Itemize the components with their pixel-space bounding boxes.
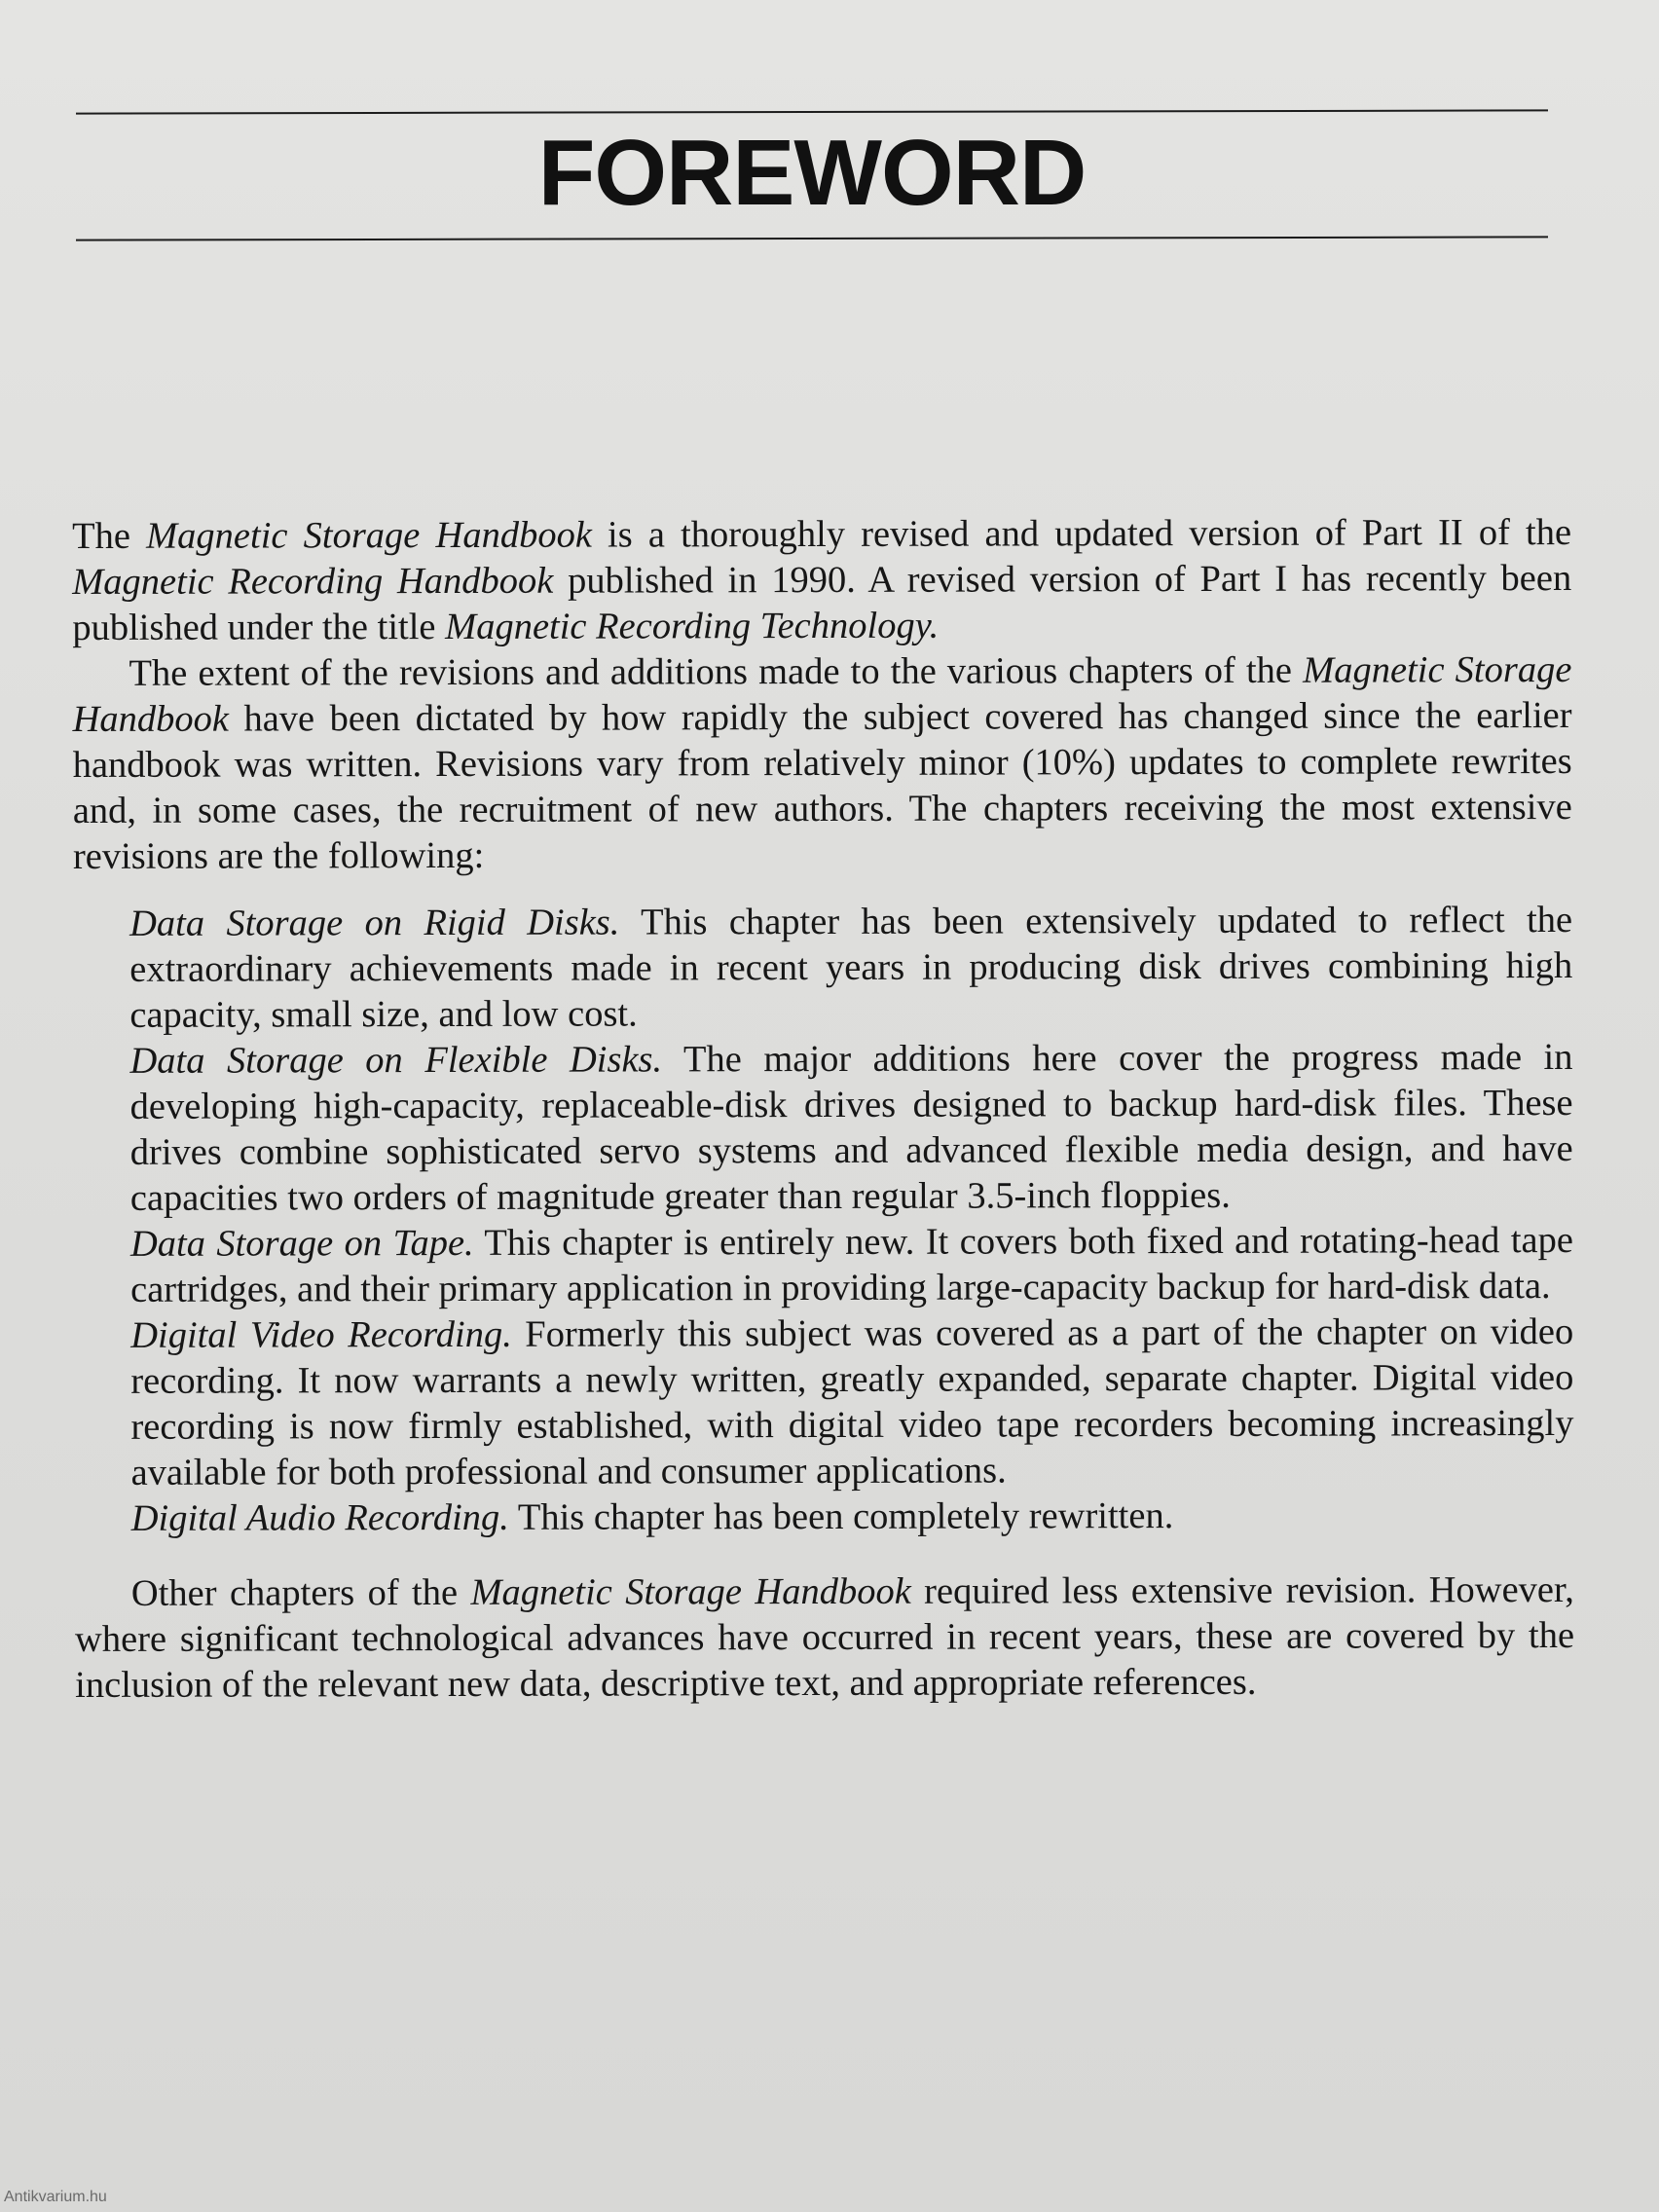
book-title-italic: Magnetic Storage Handbook	[470, 1570, 911, 1613]
chapter-title: Digital Video Recording.	[130, 1313, 512, 1356]
book-title-italic: Magnetic Storage Handbook	[146, 514, 592, 557]
text-run: have been dictated by how rapidly the subject covered has changed since the earlier handbook was written. Revisions vary from relatively minor (10%) updates to complete rewrites and, in some cases, the recruitment of new authors. The chapters receiving the most extensive revisions are the following:	[72, 694, 1572, 877]
book-title-italic: Magnetic Storage Handbook	[72, 648, 1572, 740]
chapter-entry	[129, 1035, 1572, 1222]
chapter-description: This chapter has been extensively updated to reflect the extraordinary achievements made in recent years in producing disk drives combining high capacity, small size, and low cost.	[129, 899, 1573, 1036]
chapter-title: Data Storage on Flexible Disks.	[129, 1039, 663, 1082]
text-run: is a thoroughly revised and updated version of Part II of the	[591, 511, 1572, 556]
chapter-entry	[130, 1309, 1573, 1496]
text-run: required less extensive revision. However, where significant technological advances have occurred in recent years, these are covered by the inclusion of the relevant new data, descriptive text, and appropriate references.	[74, 1568, 1575, 1706]
chapter-title: Data Storage on Rigid Disks.	[129, 902, 620, 944]
chapter-entry	[130, 1218, 1573, 1313]
foreword-body	[72, 510, 1574, 1709]
text-run: Other chapters of the	[130, 1571, 471, 1614]
heading-rule-top	[76, 109, 1548, 114]
text-run: The extent of the revisions and additions made to the various chapters of the	[129, 649, 1304, 694]
paragraph-intro	[72, 510, 1571, 651]
chapter-description: This chapter is entirely new. It covers both fixed and rotating-head tape cartridges, and their primary application in providing large-capacity backup for hard-disk data.	[130, 1219, 1574, 1310]
chapter-list	[129, 898, 1574, 1542]
text-run: published in 1990. A revised version of Part I has recently been published under the title	[72, 557, 1572, 648]
chapter-title: Data Storage on Tape.	[129, 1222, 474, 1265]
book-title-italic: Magnetic Recording Handbook	[72, 560, 554, 603]
text-run: The	[72, 515, 147, 557]
chapter-description: This chapter has been completely rewritten.	[508, 1495, 1174, 1538]
chapter-title: Digital Audio Recording.	[130, 1496, 509, 1539]
book-title-italic: Magnetic Recording Technology.	[445, 605, 940, 647]
chapter-description: Formerly this subject was covered as a part of the chapter on video recording. It now warrants a newly written, greatly expanded, separate chapter. Digital video recording is now firmly established, with digital video tape recorders becoming increasingly available for both professional and consumer applications.	[130, 1310, 1574, 1493]
watermark: Antikvarium.hu	[4, 2189, 107, 2205]
chapter-entry	[131, 1493, 1574, 1542]
paragraph-revisions	[72, 647, 1572, 880]
paragraph-closing	[75, 1567, 1574, 1709]
heading-rule-bottom	[76, 236, 1548, 240]
page-heading: FOREWORD	[537, 121, 1087, 225]
chapter-entry	[129, 898, 1572, 1039]
chapter-description: The major additions here cover the progress made in developing high-capacity, replaceable-disk drives designed to backup hard-disk files. These drives combine sophisticated servo systems and advanced flexible media design, and have capacities two orders of magnitude greater than regular 3.5-inch floppies.	[129, 1036, 1573, 1219]
